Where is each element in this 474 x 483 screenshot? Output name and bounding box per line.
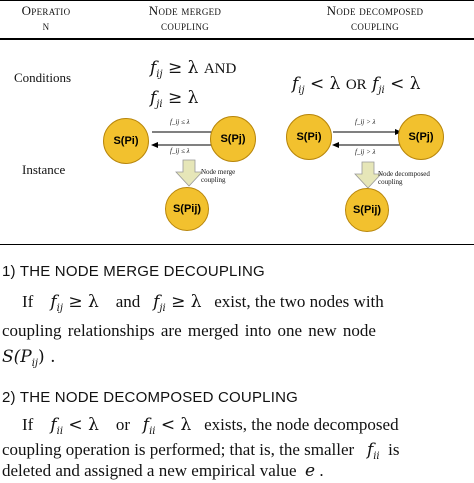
decomposed-down-label: Node decomposed coupling [378, 170, 430, 186]
table-top-rule [0, 0, 474, 1]
section1-line3: $S(P_{ij})$ . [2, 347, 56, 369]
merged-down-label: Node merge coupling [201, 168, 236, 184]
decomposed-arrow-bottom-label: f_ij > λ [355, 148, 376, 156]
section1-heading: 1) THE NODE MERGE DECOUPLING [2, 263, 265, 280]
decomposed-condition: $f_{ij} < \lambda$ OR $f_{ji} < \lambda$ [292, 74, 421, 96]
section1-line2: coupling relationships are merged into one new node [2, 321, 376, 340]
merged-node-pi: S(Pi) [103, 118, 149, 164]
header-node-merged: Node merged coupling [148, 3, 222, 33]
section1-line1: If $f_{ij} \ge \lambda$ and $f_{ji} \ge \lambda$ exist, the two nodes with [22, 292, 384, 314]
decomposed-node-pi: S(Pi) [286, 114, 332, 160]
section2-heading: 2) THE NODE DECOMPOSED COUPLING [2, 389, 298, 406]
merged-condition-line1: $f_{ij} \ge \lambda$ AND [150, 58, 237, 80]
merged-arrow-top-label: f_ij ≤ λ [170, 118, 190, 126]
section2-line2: coupling operation is performed; that is, the smaller $f_{ii}$ is [2, 440, 400, 462]
merged-node-pj: S(Pj) [210, 116, 256, 162]
section2-line1: If $f_{ii} < \lambda$ or $f_{ii} < \lambda$ exists, the node decomposed [22, 415, 399, 437]
merged-condition-line2: $f_{ji} \ge \lambda$ [150, 88, 199, 110]
table-header-rule [0, 38, 474, 40]
header-operation: Operatio n [21, 3, 71, 33]
merged-down-arrow [176, 160, 202, 186]
table-bottom-rule [0, 244, 474, 245]
row-label-conditions: Conditions [14, 70, 72, 85]
decomposed-node-pij: S(Pij) [345, 188, 389, 232]
header-node-decomposed: Node decomposed coupling [326, 3, 424, 33]
row-label-instance: Instance [22, 162, 66, 177]
decomposed-arrow-top-label: f_ij > λ [355, 118, 376, 126]
merged-node-pij: S(Pij) [165, 187, 209, 231]
section2-line3: deleted and assigned a new empirical value e . [2, 461, 324, 481]
decomposed-node-pj: S(Pj) [398, 114, 444, 160]
merged-arrow-bottom-label: f_ij ≤ λ [170, 147, 190, 155]
